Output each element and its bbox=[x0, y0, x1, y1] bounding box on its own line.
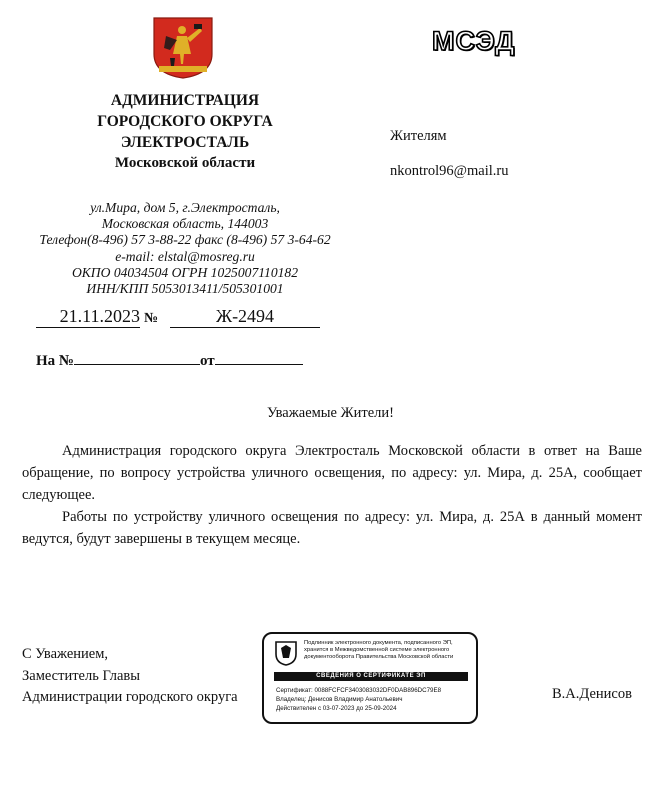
stamp-text bbox=[304, 640, 476, 662]
recipient-name: Жителям bbox=[390, 128, 447, 144]
signer-position: Заместитель Главы bbox=[22, 667, 141, 684]
coat-of-arms-icon bbox=[150, 14, 216, 80]
email-line: e-mail: elstal@mosreg.ru bbox=[115, 248, 255, 264]
letter-paragraph: Работы по устройству уличного освещения по адресу: ул. Мира, д. 25А в данный момент ведутся, будут завершены в текущем месяце. bbox=[22, 509, 642, 547]
organization-block bbox=[60, 90, 310, 174]
letter-paragraph: Администрация городского округа Электросталь Московской области в ответ на Ваше обращение, по вопросу устройства уличного освещения, по адресу: ул. Мира, д. 25А, сообщает следующее. bbox=[22, 443, 642, 503]
stamp-text-line: Подлинник электронного документа, подписанного ЭП, bbox=[304, 640, 453, 646]
letter-body bbox=[22, 440, 642, 550]
signer-name: В.А.Денисов bbox=[552, 686, 632, 702]
org-name-line3: ЭЛЕКТРОСТАЛЬ bbox=[120, 134, 250, 151]
certificate-info bbox=[276, 686, 441, 713]
org-name-line1: АДМИНИСТРАЦИЯ bbox=[110, 92, 260, 109]
certificate-validity: Действителен с 03-07-2023 до 25-09-2024 bbox=[276, 705, 397, 712]
reference-number-blank bbox=[74, 350, 200, 365]
closing-line: С Уважением, bbox=[22, 646, 109, 662]
stamp-title: СВЕДЕНИЯ О СЕРТИФИКАТЕ ЭП bbox=[274, 672, 468, 681]
reference-line bbox=[36, 350, 303, 370]
reference-from-label: от bbox=[200, 353, 215, 369]
digital-signature-stamp bbox=[262, 632, 478, 724]
reference-label: На № bbox=[36, 353, 74, 369]
certificate-owner: Владелец: Денисов Владимир Анатольевич bbox=[276, 696, 403, 703]
inn-line: ИНН/КПП 5053013411/505301001 bbox=[86, 281, 284, 297]
document-number-field bbox=[170, 306, 320, 328]
signature-block bbox=[22, 644, 238, 709]
stamp-text-line: хранится в Межведомственной системе электронного bbox=[304, 647, 450, 654]
certificate-number: Сертификат: 0088FCFCF3403083032DF0DAB896DC79E8 bbox=[276, 687, 442, 694]
address-block bbox=[20, 200, 350, 297]
address-line: ул.Мира, дом 5, г.Электросталь, bbox=[90, 200, 280, 215]
document-number: Ж-2494 bbox=[170, 306, 320, 328]
msed-logo: МСЭД bbox=[432, 26, 516, 56]
reference-date-blank bbox=[215, 350, 303, 365]
org-name-line2: ГОРОДСКОГО ОКРУГА bbox=[97, 113, 273, 130]
recipient-email: nkontrol96@mail.ru bbox=[390, 163, 509, 179]
address-line: Московская область, 144003 bbox=[101, 216, 269, 232]
signer-position: Администрации городского округа bbox=[22, 689, 238, 705]
number-sign: № bbox=[144, 311, 159, 326]
org-region: Московской области bbox=[114, 155, 256, 171]
stamp-text-line: документооборота Правительства Московской области bbox=[304, 654, 454, 661]
phone-line: Телефон(8-496) 57 3-88-22 факс (8-496) 57 3-64-62 bbox=[39, 232, 331, 248]
okpo-line: ОКПО 04034504 ОГРН 1025007110182 bbox=[71, 264, 299, 280]
document-date: 21.11.2023 bbox=[36, 306, 140, 328]
emblem-icon bbox=[274, 640, 298, 666]
document-date-field bbox=[36, 306, 140, 328]
greeting: Уважаемые Жители! bbox=[267, 405, 394, 421]
